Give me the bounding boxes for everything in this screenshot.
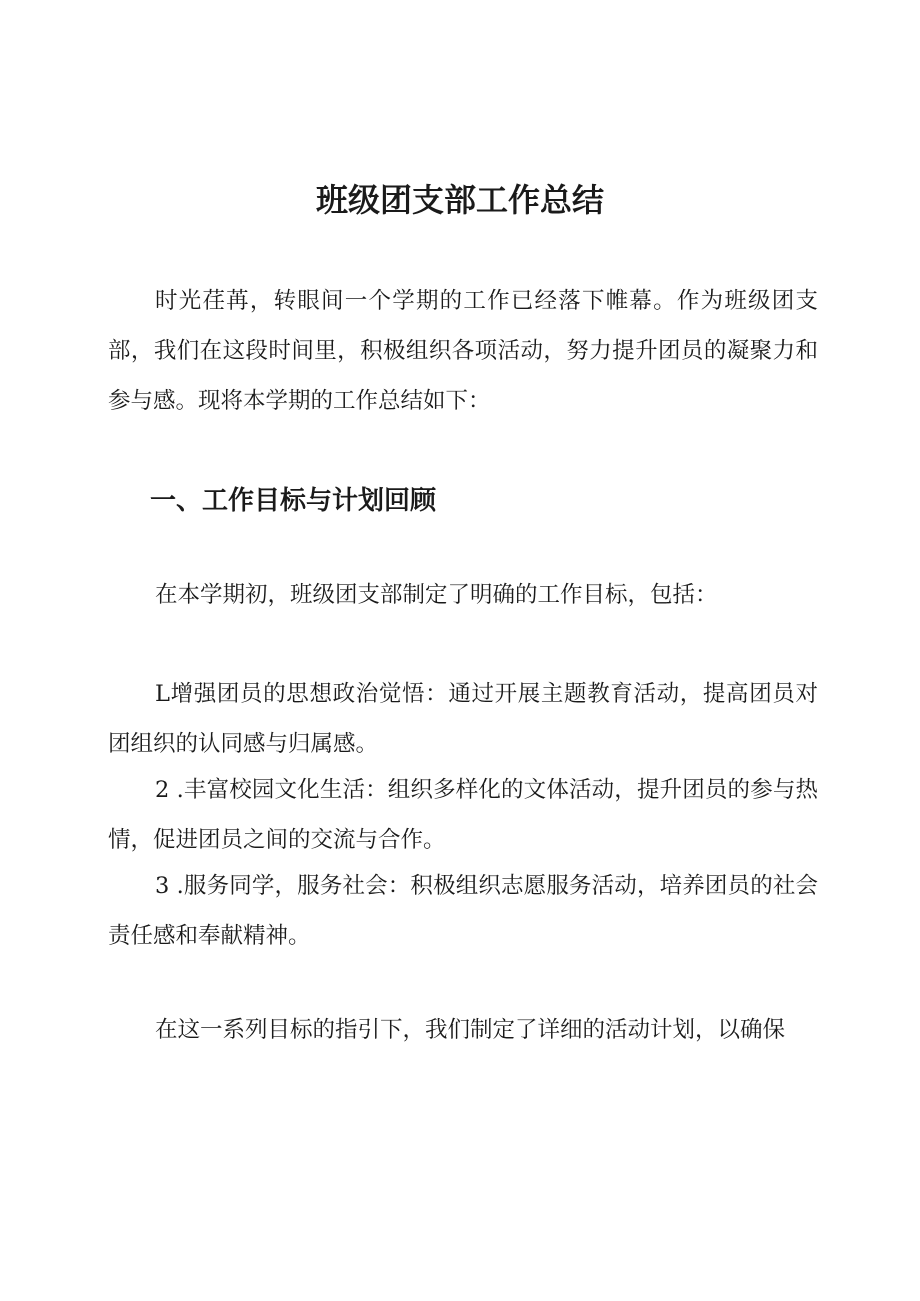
plan-paragraph: 在这一系列目标的指引下，我们制定了详细的活动计划，以确保 [155, 1017, 786, 1043]
section-heading: 一、工作目标与计划回顾 [150, 486, 437, 516]
document-title: 班级团支部工作总结 [315, 181, 604, 219]
goal-item-3: 3 .服务同学，服务社会：积极组织志愿服务活动，培养团员的社会责任感和奉献精神。 [108, 873, 818, 949]
goals-lead-paragraph: 在本学期初，班级团支部制定了明确的工作目标，包括： [155, 582, 718, 608]
goal-item-1: L增强团员的思想政治觉悟：通过开展主题教育活动，提高团员对团组织的认同感与归属感。 [108, 681, 818, 757]
goal-item-2: 2 .丰富校园文化生活：组织多样化的文体活动，提升团员的参与热情，促进团员之间的交流与合作。 [108, 777, 818, 853]
intro-paragraph: 时光荏苒，转眼间一个学期的工作已经落下帷幕。作为班级团支部，我们在这段时间里，积极组织各项活动，努力提升团员的凝聚力和参与感。现将本学期的工作总结如下： [108, 288, 818, 414]
